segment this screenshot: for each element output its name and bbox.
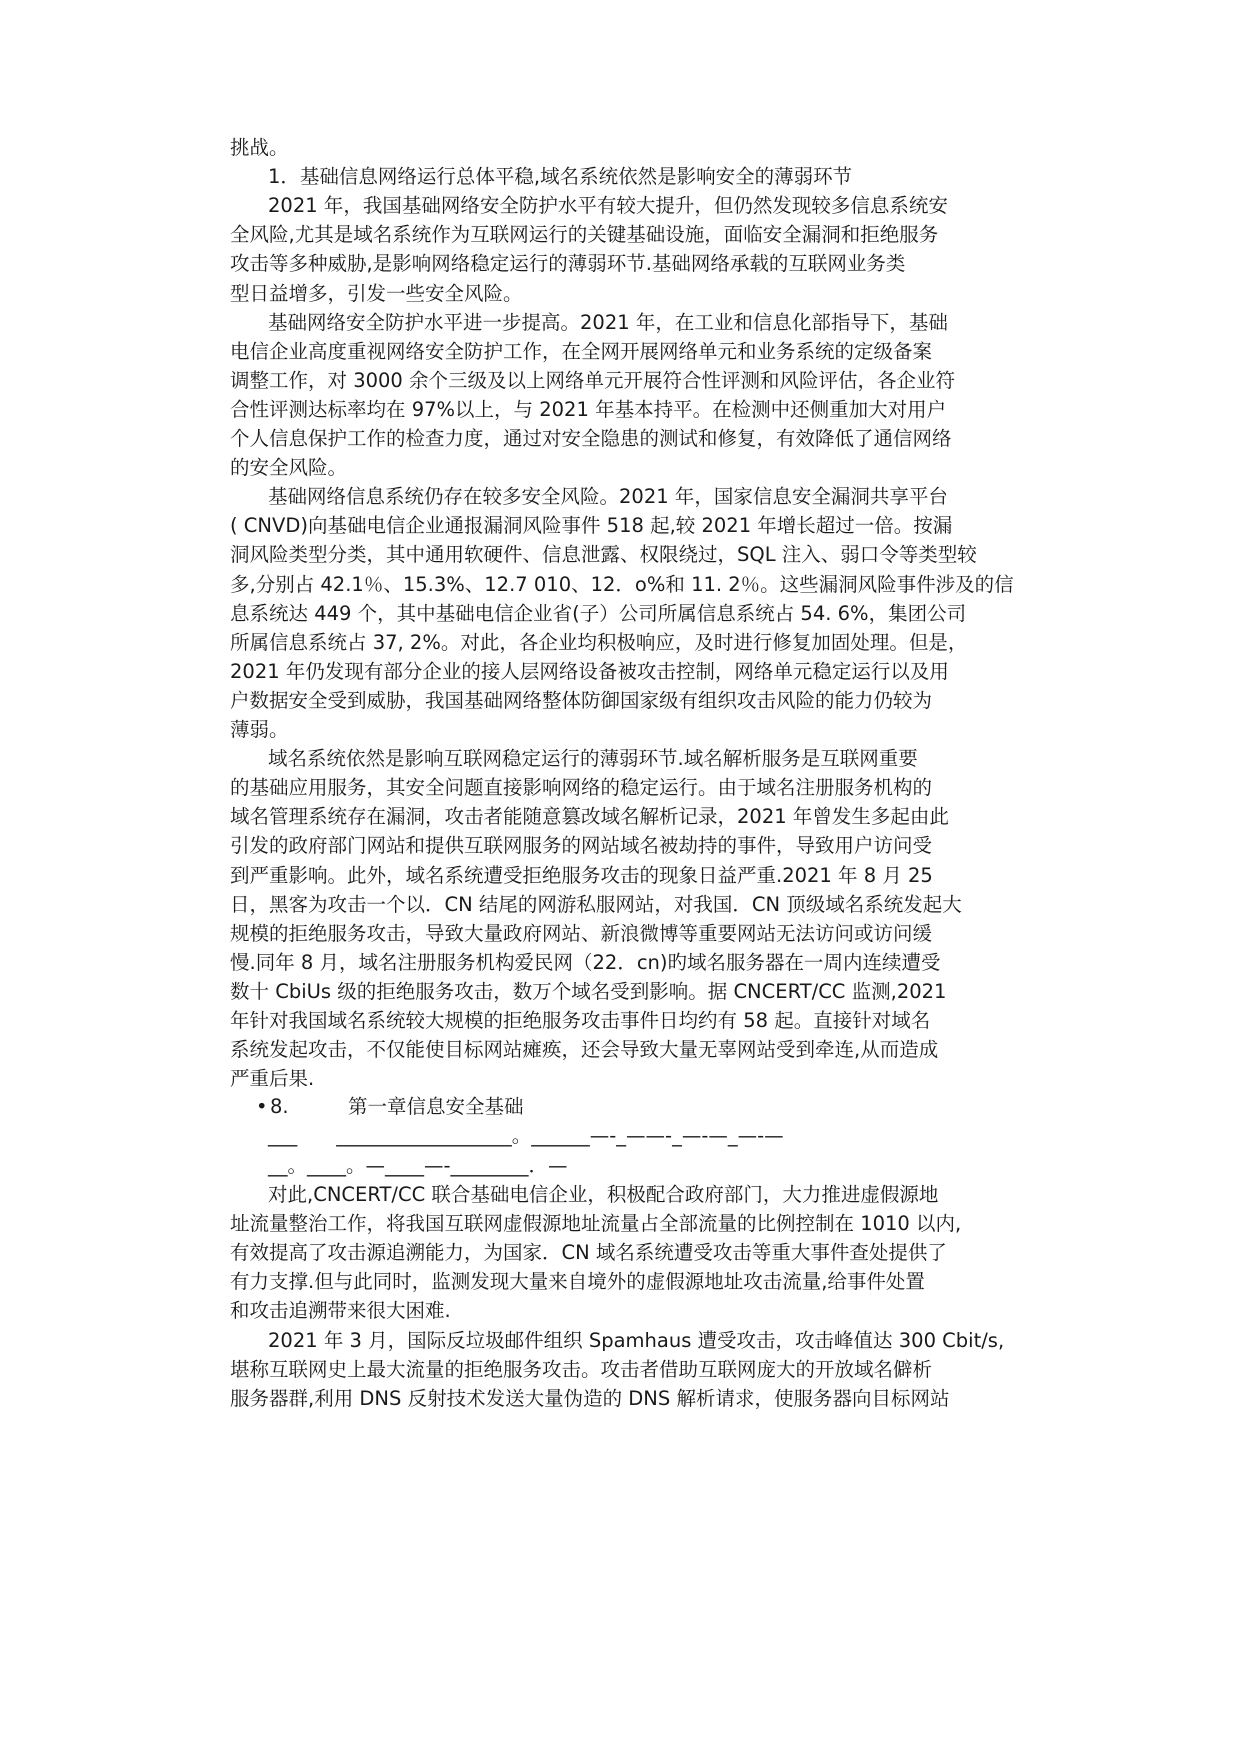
- text-line-b-0: 对此,CNCERT/CC 联合基础电信企业，积极配合政府部门，大力推进虚假源地: [268, 1183, 939, 1206]
- bullet-number: 8.: [270, 1095, 289, 1118]
- text-line-29: 数十 CbiUs 级的拒绝服务攻击，数万个域名受到影响。据 CNCERT/CC 监测,2021: [230, 979, 947, 1003]
- text-line-b-1: 址流量整治工作，将我国互联网虚假源地址流量占全部流量的比例控制在 1010 以内,: [230, 1212, 962, 1236]
- bullet-text: 第一章信息安全基础: [348, 1095, 524, 1118]
- text-line-19: 户数据安全受到威胁，我国基础网络整体防御国家级有组织攻击风险的能力仍较为: [230, 688, 933, 712]
- text-line-17: 所属信息系统占 37, 2%。对此，各企业均积极响应，及时进行修复加固处理。但是，: [230, 630, 968, 654]
- text-line-b-2: 有效提高了攻击源追溯能力，为国家．CN 域名系统遭受攻击等重大事件查处提供了: [230, 1241, 947, 1265]
- text-line-25: 到严重影响。此外，域名系统遭受拒绝服务攻击的现象日益严重.2021 年 8 月 25: [230, 863, 933, 887]
- text-line-24: 引发的政府部门网站和提供互联网服务的网站域名被劫持的事件，导致用户访问受: [230, 834, 933, 858]
- text-line-1: 1．基础信息网络运行总体平稳,域名系统依然是影响安全的薄弱环节: [268, 165, 853, 189]
- text-line-27: 规模的拒绝服务攻击，导致大量政府网站、新浪微博等重要网站无法访问或访问缓: [230, 921, 933, 945]
- text-line-28: 慢.同年 8 月，域名注册服务机构爱民网（22．cn)旳域名服务器在一周内连续遭受: [230, 950, 941, 974]
- text-line-22: 的基础应用服务，其安全问题直接影响网络的稳定运行。由于域名注册服务机构的: [230, 776, 933, 800]
- text-line-4: 攻击等多种威胁,是影响网络稳定运行的薄弱环节.基础网络承载的互联网业务类: [230, 252, 906, 276]
- text-line-18: 2021 年仍发现有部分企业的接人层网络设备被攻击控制，网络单元稳定运行以及用: [230, 659, 949, 683]
- rule-line-1: __。____。—____—-________．—: [268, 1154, 568, 1177]
- text-line-6: 基础网络安全防护水平进一步提高。2021 年，在工业和信息化部指导下，基础: [268, 310, 948, 334]
- bullet-dot: •: [256, 1095, 268, 1118]
- text-line-10: 个人信息保护工作的检查力度，通过对安全隐患的测试和修复，有效降低了通信网络: [230, 427, 952, 450]
- text-line-31: 系统发起攻击，不仅能使目标网站瘫痪，还会导致大量无辜网站受到牵连,从而造成: [230, 1038, 939, 1062]
- text-line-14: 洞风险类型分类，其中通用软硬件、信息泄露、权限绕过，SQL 注入、弱口令等类型较: [230, 543, 977, 567]
- text-line-15: 多,分别占 42.1％、15.3%、12.7 010、12．o%和 11. 2％。这些漏洞风险事件涉及的信: [230, 572, 1014, 596]
- text-line-26: 日，黑客为攻击一个以．CN 结尾的网游私服网站，对我国．CN 顶级域名系统发起大: [230, 892, 962, 916]
- text-line-11: 的安全风险。: [230, 456, 348, 480]
- text-line-21: 域名系统依然是影响互联网稳定运行的薄弱环节.域名解析服务是互联网重要: [268, 747, 918, 771]
- text-line-16: 息系统达 449 个，其中基础电信企业省(子）公司所属信息系统占 54. 6%，集团公司: [230, 601, 967, 625]
- text-line-b-3: 有力支撑.但与此同时，监测发现大量来自境外的虚假源地址攻击流量,给事件处置: [230, 1270, 925, 1294]
- text-line-3: 全风险,尤其是域名系统作为互联网运行的关键基础设施，面临安全漏洞和拒绝服务: [230, 223, 939, 247]
- text-line-13: ( CNVD)向基础电信企业通报漏洞风险事件 518 起,较 2021 年增长超过一倍。按漏: [230, 514, 953, 538]
- text-line-7: 电信企业高度重视网络安全防护工作，在全网开展网络单元和业务系统的定级备案: [230, 339, 933, 363]
- text-line-5: 型日益增多，引发一些安全风险。: [230, 281, 523, 305]
- text-line-2: 2021 年，我国基础网络安全防护水平有较大提升，但仍然发现较多信息系统安: [268, 194, 948, 218]
- text-line-32: 严重后果.: [230, 1067, 315, 1091]
- text-line-b-7: 服务器群,利用 DNS 反射技术发送大量伪造的 DNS 解析请求，使服务器向目标网站: [230, 1386, 950, 1410]
- text-line-9: 合性评测达标率均在 97%以上，与 2021 年基本持平。在检测中还侧重加大对用户: [230, 397, 947, 421]
- text-line-b-6: 堪称互联网史上最大流量的拒绝服务攻击。攻击者借助互联网庞大的开放域名僻析: [230, 1357, 933, 1381]
- text-line-12: 基础网络信息系统仍存在较多安全风险。2021 年，国家信息安全漏洞共享平台: [268, 485, 948, 509]
- text-line-23: 域名管理系统存在漏洞，攻击者能随意篡改域名解析记录，2021 年曾发生多起由此: [230, 805, 949, 829]
- text-line-b-5: 2021 年 3 月，国际反垃圾邮件组织 Spamhaus 遭受攻击，攻击峰值达 300 Cbit/s,: [268, 1328, 1005, 1352]
- text-line-20: 薄弱。: [230, 718, 289, 741]
- text-line-b-4: 和攻击追溯带来很大困难.: [230, 1299, 451, 1323]
- text-line-0: 挑战。: [230, 136, 289, 159]
- text-line-30: 年针对我国域名系统较大规模的拒绝服务攻击事件日均约有 58 起。直接针对域名: [230, 1009, 931, 1032]
- rule-line-0: ___ __________________。______—-_——-_—-—_—-—: [268, 1124, 784, 1147]
- text-line-8: 调整工作，对 3000 余个三级及以上网络单元开展符合性评测和风险评估，各企业符: [230, 368, 956, 392]
